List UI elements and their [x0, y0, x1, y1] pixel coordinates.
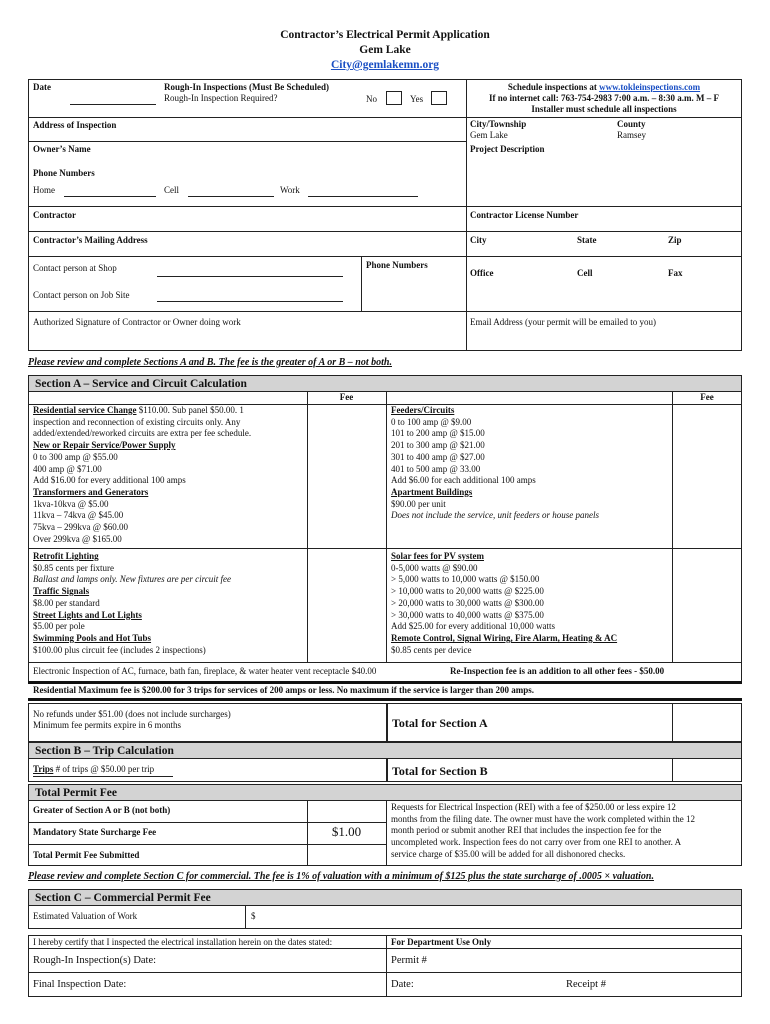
note-sections-ab: Please review and complete Sections A and B. The fee is the greater of A or B – not both. — [28, 357, 392, 368]
cell-label-2: Cell — [577, 268, 593, 278]
zip-label: Zip — [668, 235, 682, 245]
dollar-sign: $ — [251, 911, 256, 921]
contact-job-label: Contact person on Job Site — [33, 290, 130, 300]
signature-label: Authorized Signature of Contractor or Owner doing work — [33, 317, 241, 327]
trips-field[interactable] — [33, 776, 173, 777]
section-b-header: Section B – Trip Calculation — [28, 742, 742, 759]
section-a-total-label: Total for Section A — [392, 716, 488, 730]
note-section-c: Please review and complete Section C for commercial. The fee is 1% of valuation with a minimum of $125 plus the state surcharge of .0005 × valuation. — [28, 871, 654, 882]
form-title: Contractor’s Electrical Permit Application — [280, 29, 490, 41]
surcharge-value: $1.00 — [331, 824, 362, 839]
phone-numbers-label: Phone Numbers — [33, 168, 95, 178]
permit-number-label: Permit # — [391, 955, 427, 966]
no-internet-text: If no internet call: 763-754-2983 7:00 a.m. – 8:30 a.m. M – F — [489, 93, 719, 103]
contractor-label: Contractor — [33, 210, 76, 220]
mailing-address-label: Contractor’s Mailing Address — [33, 235, 148, 245]
cell-label: Cell — [164, 185, 179, 195]
email-address-label: Email Address (your permit will be emailed to you) — [470, 317, 656, 327]
date-field[interactable] — [70, 104, 156, 105]
dept-use-label: For Department Use Only — [391, 937, 492, 947]
submitted-label: Total Permit Fee Submitted — [33, 850, 140, 860]
county-label: County — [617, 119, 646, 129]
reinspection-text: Re-Inspection fee is an addition to all other fees - $50.00 — [450, 666, 665, 676]
rei-policy-text: Requests for Electrical Inspection (REI) with a fee of $250.00 or less expire 12 months from the filing date. The owner must have the work completed within the 12 month period or submit another REI that includes the inspection fee for the uncompleted work. Inspection fees do not carry over from one REI to another. A service charge of $35.00 will be added for all dishonored checks. — [391, 802, 696, 859]
fax-label: Fax — [668, 268, 683, 278]
home-phone-field[interactable] — [64, 196, 156, 197]
section-a-header: Section A – Service and Circuit Calculation — [28, 375, 742, 392]
section-b-total-label: Total for Section B — [392, 764, 488, 778]
yes-checkbox[interactable] — [431, 91, 447, 105]
cell-phone-field[interactable] — [188, 196, 274, 197]
surcharge-label: Mandatory State Surcharge Fee — [33, 827, 157, 837]
valuation-label: Estimated Valuation of Work — [33, 911, 138, 921]
yes-label: Yes — [410, 94, 424, 104]
trips-label: Trips — [33, 764, 54, 774]
expire-note: Minimum fee permits expire in 6 months — [33, 720, 181, 730]
service-fee-schedule: Residential service Change $110.00. Sub panel $50.00. 1 inspection and reconnection of existing circuits only. Any added/extended/reworked circuits are extra per fee schedule. New or Repair Service/Power Supply 0 to 300 amp @ $55.00 400 amp @ $71.00 Add $16.00 for every additional 100 amps Transformers and Generators 1kva-10kva @ $5.00 11kva – 74kva @ $45.00 75kva – 299kva @ $60.00 Over 299kva @ $165.00 — [33, 405, 252, 544]
work-label: Work — [280, 185, 300, 195]
solar-fee-schedule: Solar fees for PV system 0-5,000 watts @ $90.00 > 5,000 watts to 10,000 watts @ $150.00 > 10,000 watts to 20,000 watts @ $225.00 > 20,000 watts to 30,000 watts @ $300.00 > 30,000 watts to 40,000 watts @ $375.00 Add $25.00 for every additional 10,000 watts Remote Control, Signal Wiring, Fire Alarm, Heating & AC $0.85 cents per device — [391, 551, 618, 655]
valuation-field[interactable] — [262, 906, 740, 928]
electronic-inspection-text: Electronic Inspection of AC, furnace, bath fan, fireplace, & water heater vent receptacle $40.00 — [33, 666, 377, 676]
state-label: State — [577, 235, 597, 245]
greater-fee-field[interactable] — [308, 801, 385, 821]
county-value: Ramsey — [617, 130, 646, 140]
receipt-label: Receipt # — [566, 979, 606, 990]
lighting-fee-schedule: Retrofit Lighting $0.85 cents per fixture Ballast and lamps only. New fixtures are per circuit fee Traffic Signals $8.00 per standard Street Lights and Lot Lights $5.00 per pole Swimming Pools and Hot Tubs $100.00 plus circuit fee (includes 2 inspections) — [33, 551, 231, 655]
contact-shop-field[interactable] — [157, 276, 343, 277]
section-a-total-field[interactable] — [673, 704, 741, 741]
contact-shop-label: Contact person at Shop — [33, 263, 117, 273]
email-link[interactable]: City@gemlakemn.org — [330, 59, 440, 71]
feeders-fee-schedule: Feeders/Circuits 0 to 100 amp @ $9.00 101 to 200 amp @ $15.00 201 to 300 amp @ $21.00 301 to 400 amp @ $27.00 401 to 500 amp @ 33.00 Add $6.00 for each additional 100 amps Apartment Buildings $90.00 per unit Does not include the service, unit feeders or house panels — [391, 405, 599, 521]
schedule-link[interactable]: www.tokleinspections.com — [599, 82, 701, 92]
city-label: City — [470, 235, 487, 245]
greater-label: Greater of Section A or B (not both) — [33, 805, 171, 815]
fee-column-label: Fee — [339, 392, 354, 402]
fee-column-label-2: Fee — [700, 392, 714, 402]
total-permit-header: Total Permit Fee — [28, 784, 742, 801]
project-description-label: Project Description — [470, 144, 545, 154]
no-checkbox[interactable] — [386, 91, 402, 105]
schedule-text: Schedule inspections at — [507, 82, 600, 92]
address-label: Address of Inspection — [33, 120, 117, 130]
contact-job-field[interactable] — [157, 301, 343, 302]
license-label: Contractor License Number — [470, 210, 579, 220]
city-township-value: Gem Lake — [470, 130, 508, 140]
work-phone-field[interactable] — [308, 196, 418, 197]
rough-in-date-label: Rough-In Inspection(s) Date: — [33, 955, 157, 966]
final-date-field[interactable] — [150, 974, 384, 995]
home-label: Home — [33, 185, 55, 195]
certify-text: I hereby certify that I inspected the electrical installation herein on the dates stated: — [33, 937, 333, 947]
rough-in-question: Rough-In Inspection Required? — [164, 93, 278, 103]
phone-numbers-label-2: Phone Numbers — [366, 260, 428, 270]
max-fee-text: Residential Maximum fee is $200.00 for 3 trips for services of 200 amps or less. No maximum if the service is larger than 200 amps. — [33, 685, 535, 695]
trips-text: # of trips @ $50.00 per trip — [53, 764, 155, 774]
section-b-total-field[interactable] — [673, 759, 741, 781]
city-township-label: City/Township — [470, 119, 527, 129]
city-name: Gem Lake — [359, 44, 411, 56]
rough-in-date-field[interactable] — [170, 950, 384, 970]
final-date-label: Final Inspection Date: — [33, 979, 127, 990]
office-label: Office — [470, 268, 494, 278]
owner-label: Owner’s Name — [33, 144, 91, 154]
dept-date-label: Date: — [391, 979, 414, 990]
section-c-header: Section C – Commercial Permit Fee — [28, 889, 742, 906]
no-label: No — [366, 94, 377, 104]
date-label: Date — [33, 82, 51, 92]
installer-note: Installer must schedule all inspections — [531, 104, 677, 114]
submitted-fee-field[interactable] — [308, 845, 385, 865]
refund-note: No refunds under $51.00 (does not include surcharges) — [33, 709, 231, 719]
rough-in-title: Rough-In Inspections (Must Be Scheduled) — [164, 82, 330, 92]
